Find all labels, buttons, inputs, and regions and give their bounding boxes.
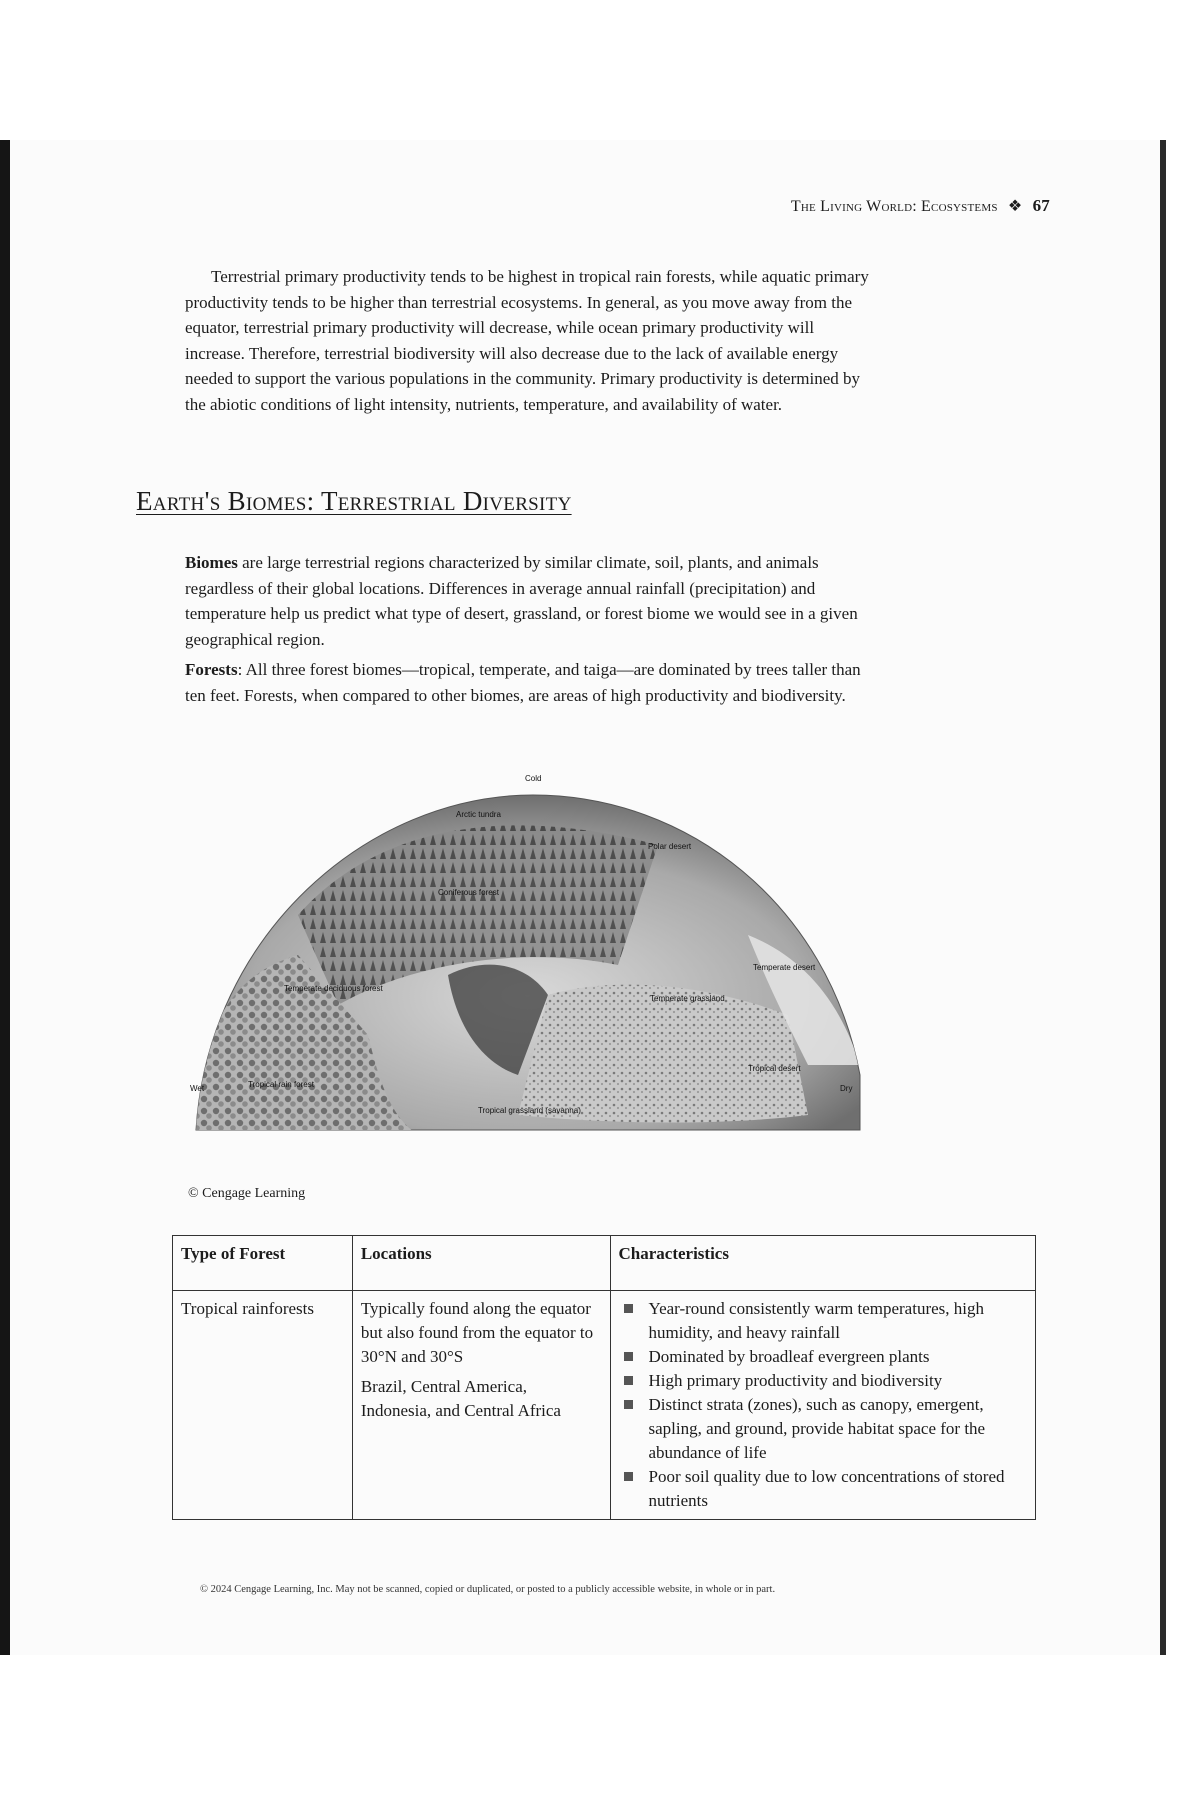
- header-characteristics: Characteristics: [610, 1236, 1036, 1291]
- label-polar-desert: Polar desert: [648, 842, 692, 851]
- forest-types-table: [172, 1235, 1036, 1520]
- cell-locations: [352, 1291, 610, 1520]
- list-item: Year-round consistently warm temperatures, high humidity, and heavy rainfall: [619, 1297, 1028, 1345]
- page-number: 67: [1032, 196, 1050, 215]
- list-item: Poor soil quality due to low concentrations of stored nutrients: [619, 1465, 1028, 1513]
- ornament-icon: ❖: [1007, 198, 1023, 215]
- label-wet: Wet: [190, 1084, 205, 1093]
- biome-dome-figure: [188, 735, 868, 1165]
- copyright-footer: © 2024 Cengage Learning, Inc. May not be scanned, copied or duplicated, or posted to a publicly accessible website, in whole or in part.: [200, 1584, 776, 1595]
- label-temperate-desert: Temperate desert: [753, 963, 816, 972]
- label-tropical-forest: Tropical rain forest: [248, 1080, 314, 1089]
- list-item: Dominated by broadleaf evergreen plants: [619, 1345, 1028, 1369]
- forests-term: Forests: [185, 660, 238, 679]
- label-temperate-forest: Temperate deciduous forest: [284, 984, 383, 993]
- table-header-row: [173, 1236, 1036, 1291]
- figure-credit: © Cengage Learning: [188, 1186, 306, 1201]
- cell-forest-type: Tropical rainforests: [173, 1291, 353, 1520]
- biomes-paragraph: [185, 550, 875, 652]
- header-type-of-forest: Type of Forest: [173, 1236, 353, 1291]
- label-tropical-savanna: Tropical grassland (savanna): [478, 1106, 581, 1115]
- label-arctic-tundra: Arctic tundra: [456, 810, 501, 819]
- book-page: [10, 140, 1160, 1655]
- running-head: [670, 196, 1050, 216]
- label-cold: Cold: [525, 774, 542, 783]
- cell-characteristics: [610, 1291, 1036, 1520]
- label-tropical-desert: Tropical desert: [748, 1064, 801, 1073]
- header-locations: Locations: [352, 1236, 610, 1291]
- running-head-title: The Living World: Ecosystems: [790, 198, 998, 215]
- label-dry: Dry: [840, 1084, 853, 1093]
- label-coniferous-forest: Coniferous forest: [438, 888, 499, 897]
- biomes-definition: are large terrestrial regions characterized by similar climate, soil, plants, and animals regardless of their global locations. Differences in average annual rainfall (precipitation) and temperature help us predict what type of desert, grassland, or forest biome we would see in a given geographical region.: [185, 553, 858, 649]
- location-examples: Brazil, Central America, Indonesia, and Central Africa: [360, 1377, 561, 1420]
- scan-left-border: [0, 140, 10, 1655]
- forests-text: : All three forest biomes—tropical, temperate, and taiga—are dominated by trees taller than ten feet. Forests, when compared to other biomes, are areas of high productivity and biodiversity.: [185, 660, 861, 705]
- forests-paragraph: [185, 657, 875, 708]
- scan-right-border: [1160, 140, 1166, 1655]
- label-temperate-grassland: Temperate grassland: [650, 994, 725, 1003]
- characteristics-list: [619, 1297, 1028, 1513]
- intro-paragraph: Terrestrial primary productivity tends to be highest in tropical rain forests, while aquatic primary productivity tends to be higher than terrestrial ecosystems. In general, as you move away from the equator, terrestrial primary productivity will decrease, while ocean primary productivity will increase. Therefore, terrestrial biodiversity will also decrease due to the lack of available energy needed to support the various populations in the community. Primary productivity is determined by the abiotic conditions of light intensity, nutrients, temperature, and availability of water.: [185, 267, 869, 414]
- list-item: High primary productivity and biodiversity: [619, 1369, 1028, 1393]
- list-item: Distinct strata (zones), such as canopy, emergent, sapling, and ground, provide habitat space for the abundance of life: [619, 1393, 1028, 1465]
- biomes-term: Biomes: [185, 553, 238, 572]
- table-row: [173, 1291, 1036, 1520]
- section-heading: Earth's Biomes: Terrestrial Diversity: [136, 486, 572, 516]
- biome-dome-illustration: [188, 735, 868, 1165]
- location-range: Typically found along the equator but also found from the equator to 30°N and 30°S: [360, 1299, 594, 1366]
